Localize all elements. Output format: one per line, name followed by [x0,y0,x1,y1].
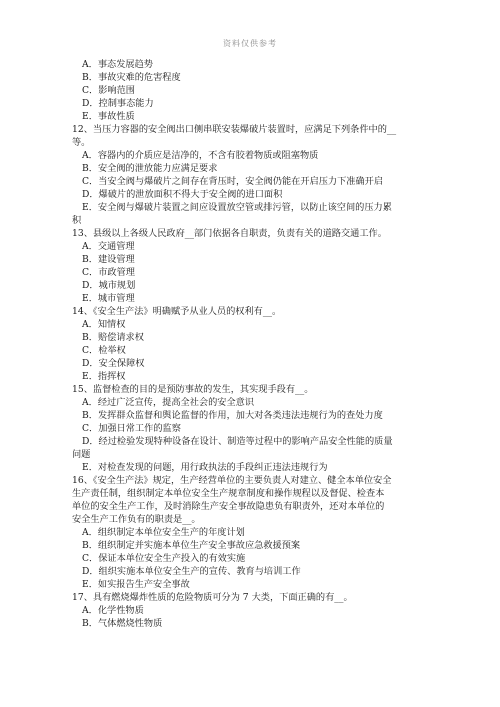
question-text: 生产责任制，组织制定本单位安全生产规章制度和操作规程以及督促、检查本 [72,488,385,499]
answer-option: E．如实报告生产安全事故 [82,579,190,590]
answer-option: B．发挥群众监督和舆论监督的作用，加大对各类违法违规行为的查处力度 [82,410,383,421]
page-header-watermark: 资料仅供参考 [223,39,277,48]
question-text: 安全生产工作负有的职责是__。 [72,514,201,525]
question-text: 14、《安全生产法》明确赋予从业人员的权利有__。 [72,306,282,317]
document-body [72,58,430,630]
question-text: 13、县级以上各级人民政府__部门依据各自职责，负责有关的道路交通工作。 [72,228,387,239]
answer-option: E．安全阀与爆破片装置之间应设置放空管或排污管，以防止该空间的压力累 [82,202,392,213]
answer-option: C．影响范围 [82,85,135,96]
answer-option: C．当安全阀与爆破片之间存在背压时，安全阀仍能在开启压力下准确开启 [82,176,384,187]
answer-option: A．事态发展趋势 [82,59,153,70]
answer-option: A．组织制定本单位安全生产的年度计划 [82,527,245,538]
answer-option: B．气体燃烧性物质 [82,618,163,629]
question-text: 12、当压力容器的安全阀出口侧串联安装爆破片装置时，应满足下列条件中的__ [72,124,397,135]
answer-option: A．容器内的介质应是洁净的，不含有胶着物质或阻塞物质 [82,150,319,161]
answer-option: B．赔偿请求权 [82,332,144,343]
answer-option: D．控制事态能力 [82,98,154,109]
answer-option: A．交通管理 [82,241,135,252]
answer-option: A．经过广泛宣传，提高全社会的安全意识 [82,397,255,408]
answer-option: A．化学性物质 [82,605,144,616]
answer-option: D．安全保障权 [82,358,145,369]
question-text: 16、《安全生产法》规定，生产经营单位的主要负责人对建立、健全本单位安全 [72,475,392,486]
answer-option: B．事故灾难的危害程度 [82,72,181,83]
answer-option: D．爆破片的泄放面积不得大于安全阀的进口面积 [82,189,283,200]
answer-option: B．建设管理 [82,254,135,265]
answer-option: D．经过检验发现特种设备在设计、制造等过程中的影响产品安全性能的质量 [82,436,393,447]
answer-option: E．城市管理 [82,293,135,304]
answer-option: D．城市规划 [82,280,136,291]
question-text: 17、具有燃烧爆炸性质的危险物质可分为 7 大类，下面正确的有__。 [72,592,353,603]
answer-option: E．事故性质 [82,111,135,122]
answer-option: D．组织实施本单位安全生产的宣传、教育与培训工作 [82,566,301,577]
answer-option: C．市政管理 [82,267,135,278]
answer-option: B．安全阀的泄放能力应满足要求 [82,163,218,174]
answer-option: C．检举权 [82,345,126,356]
question-text: 积 [72,215,82,226]
question-text: 单位的安全生产工作，及时消除生产安全事故隐患负有职责外，还对本单位的 [72,501,385,512]
answer-option: E．对检查发现的问题，用行政执法的手段纠正违法违规行为 [82,462,328,473]
answer-option: A．知情权 [82,319,126,330]
question-text: 15、监督检查的目的是预防事故的发生，其实现手段有__。 [72,384,314,395]
answer-option: E．指挥权 [82,371,126,382]
answer-option: C．加强日常工作的监察 [82,423,181,434]
question-text: 等。 [72,137,91,148]
question-text: 问题 [72,449,91,460]
answer-option: B．组织制定并实施本单位生产安全事故应急救援预案 [82,540,301,551]
answer-option: C．保证本单位安全生产投入的有效实施 [82,553,246,564]
